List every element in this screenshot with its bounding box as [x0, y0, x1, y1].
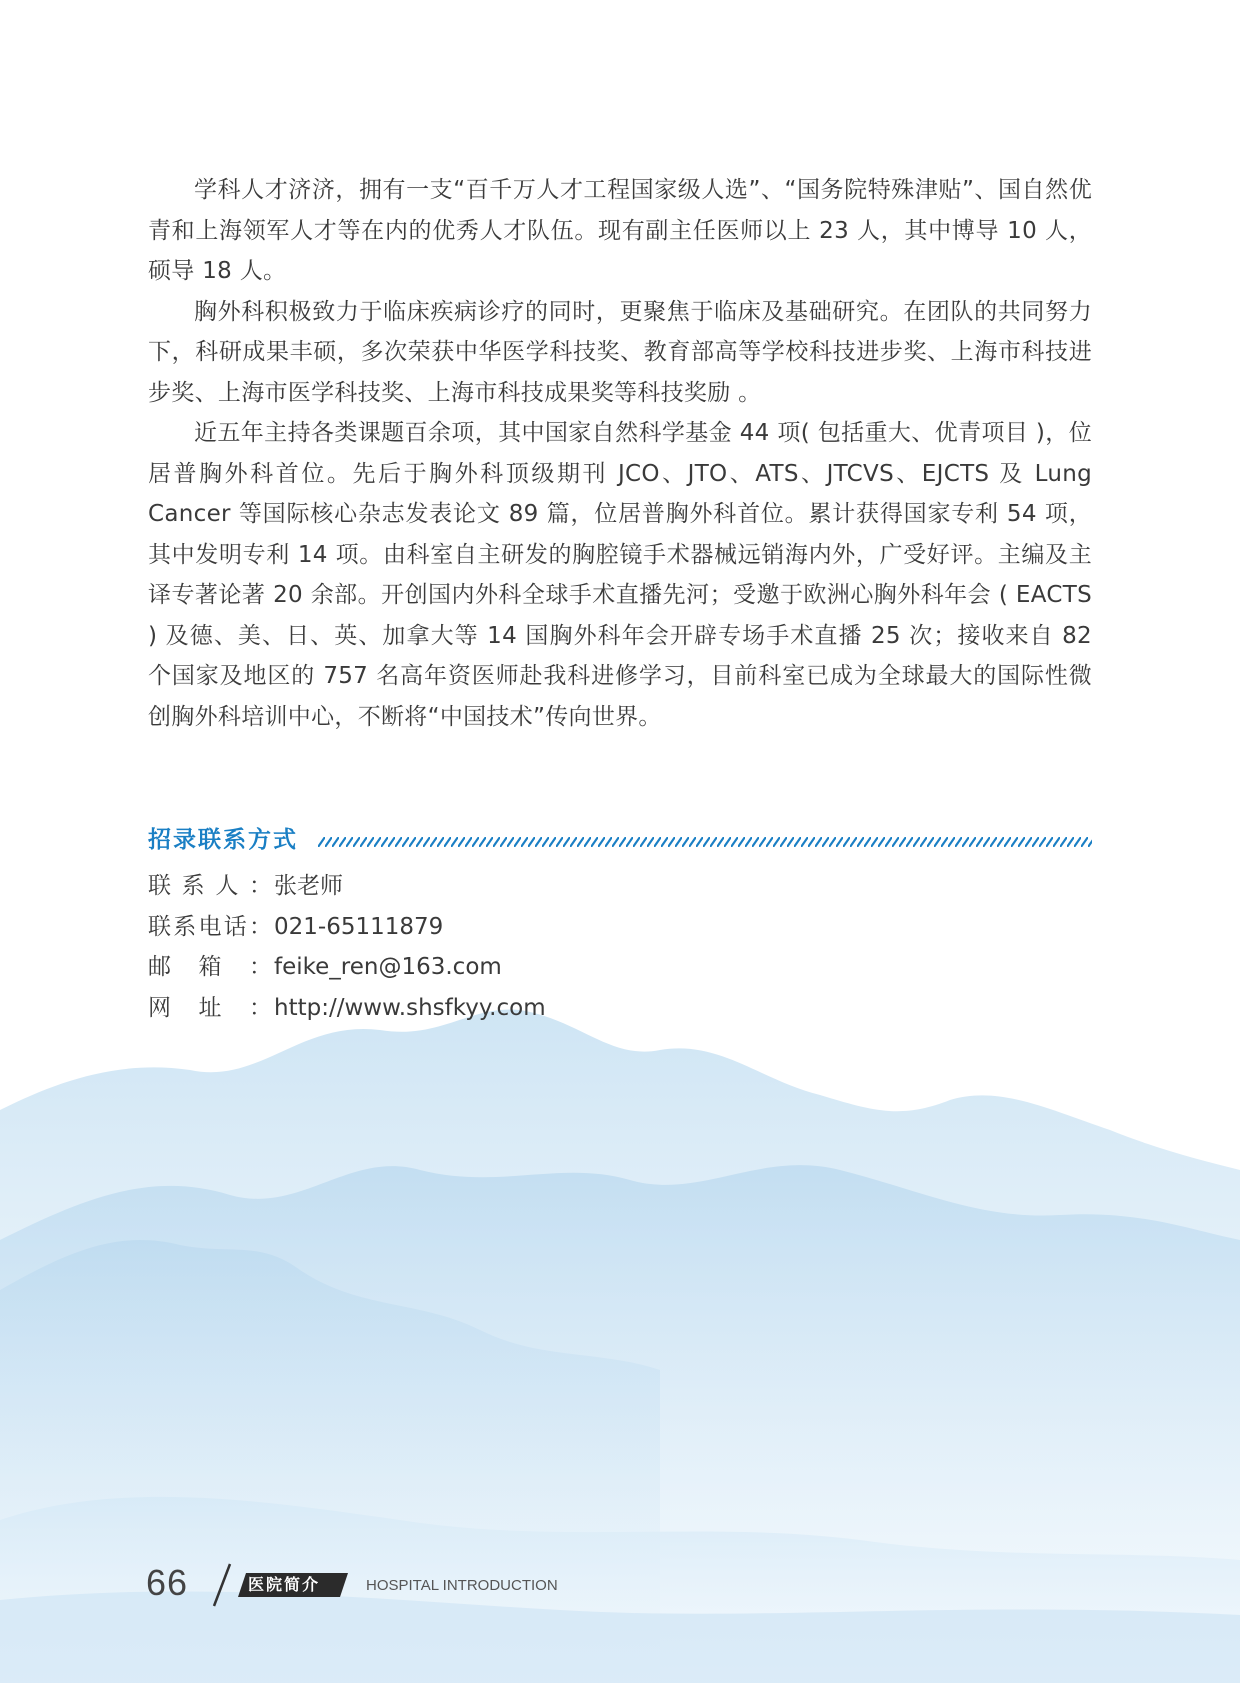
label-char: 系 — [173, 913, 197, 940]
footer-slash-divider — [210, 1562, 232, 1608]
paragraph-research: 胸外科积极致力于临床疾病诊疗的同时，更聚焦于临床及基础研究。在团队的共同努力下，科研成果丰硕，多次荣获中华医学科技奖、教育部高等学校科技进步奖、上海市科技进步奖、上海市医学科技奖、上海市科技成果奖等科技奖励 。 — [148, 298, 1092, 406]
label-char: 箱 — [198, 954, 222, 980]
contact-row-person — [148, 866, 546, 907]
section-hatched-rule — [318, 837, 1092, 847]
label-char: 人 — [215, 873, 239, 899]
contact-label — [148, 947, 272, 988]
contact-label — [148, 907, 272, 948]
contact-person-value: 张老师 — [274, 873, 343, 899]
footer-section-en: HOSPITAL INTRODUCTION — [366, 1577, 558, 1594]
paragraph-talent: 学科人才济济，拥有一支“百千万人才工程国家级人选”、“国务院特殊津贴”、国自然优青和上海领军人才等在内的优秀人才队伍。现有副主任医师以上 23 人，其中博导 10 人，硕导 18 人。 — [148, 177, 1092, 284]
label-colon: ： — [249, 994, 272, 1021]
page-number: 66 — [146, 1562, 189, 1603]
footer-section-cn: 医院简介 — [248, 1575, 321, 1594]
section-title: 招录联系方式 — [148, 827, 298, 853]
recruit-section-header — [148, 822, 1092, 858]
label-char: 邮 — [148, 954, 171, 980]
contact-row-website — [148, 988, 546, 1029]
label-char: 联 — [148, 913, 171, 940]
contact-phone-value: 021-65111879 — [274, 913, 444, 940]
contact-list — [148, 866, 546, 1028]
page-footer — [146, 1560, 746, 1610]
label-char: 联 — [148, 873, 171, 899]
contact-label — [148, 988, 272, 1029]
contact-email-link[interactable]: feike_ren@163.com — [274, 954, 502, 980]
contact-row-phone — [148, 907, 546, 948]
label-colon: ： — [248, 873, 272, 899]
label-char: 话 — [223, 913, 247, 940]
contact-label — [148, 866, 272, 907]
paragraph-achievements: 近五年主持各类课题百余项，其中国家自然科学基金 44 项( 包括重大、优青项目 )，位居普胸外科首位。先后于胸外科顶级期刊 JCO、JTO、ATS、JTCVS、EJCTS 及 Lung Cancer 等国际核心杂志发表论文 89 篇，位居普胸外科首位。累计获得国家专利 54 项，其中发明专利 14 项。由科室自主研发的胸腔镜手术器械远销海内外，广受好评。主编及主译专著论著 20 余部。开创国内外科全球手术直播先河；受邀于欧洲心胸外科年会 ( EACTS ) 及德、美、日、英、加拿大等 14 国胸外科年会开辟专场手术直播 25 次；接收来自 82 个国家及地区的 757 名高年资医师赴我科进修学习，目前科室已成为全球最大的国际性微创胸外科培训中心，不断将“中国技术”传向世界。 — [148, 420, 1092, 730]
label-char: 址 — [198, 994, 222, 1021]
contact-row-email — [148, 947, 546, 988]
label-char: 电 — [198, 913, 222, 940]
label-colon: ： — [249, 954, 272, 980]
label-colon: ： — [249, 913, 272, 940]
contact-website-link[interactable]: http://www.shsfkyy.com — [274, 994, 546, 1021]
label-char: 系 — [181, 873, 205, 899]
label-char: 网 — [148, 994, 171, 1021]
body-text — [148, 170, 1092, 737]
